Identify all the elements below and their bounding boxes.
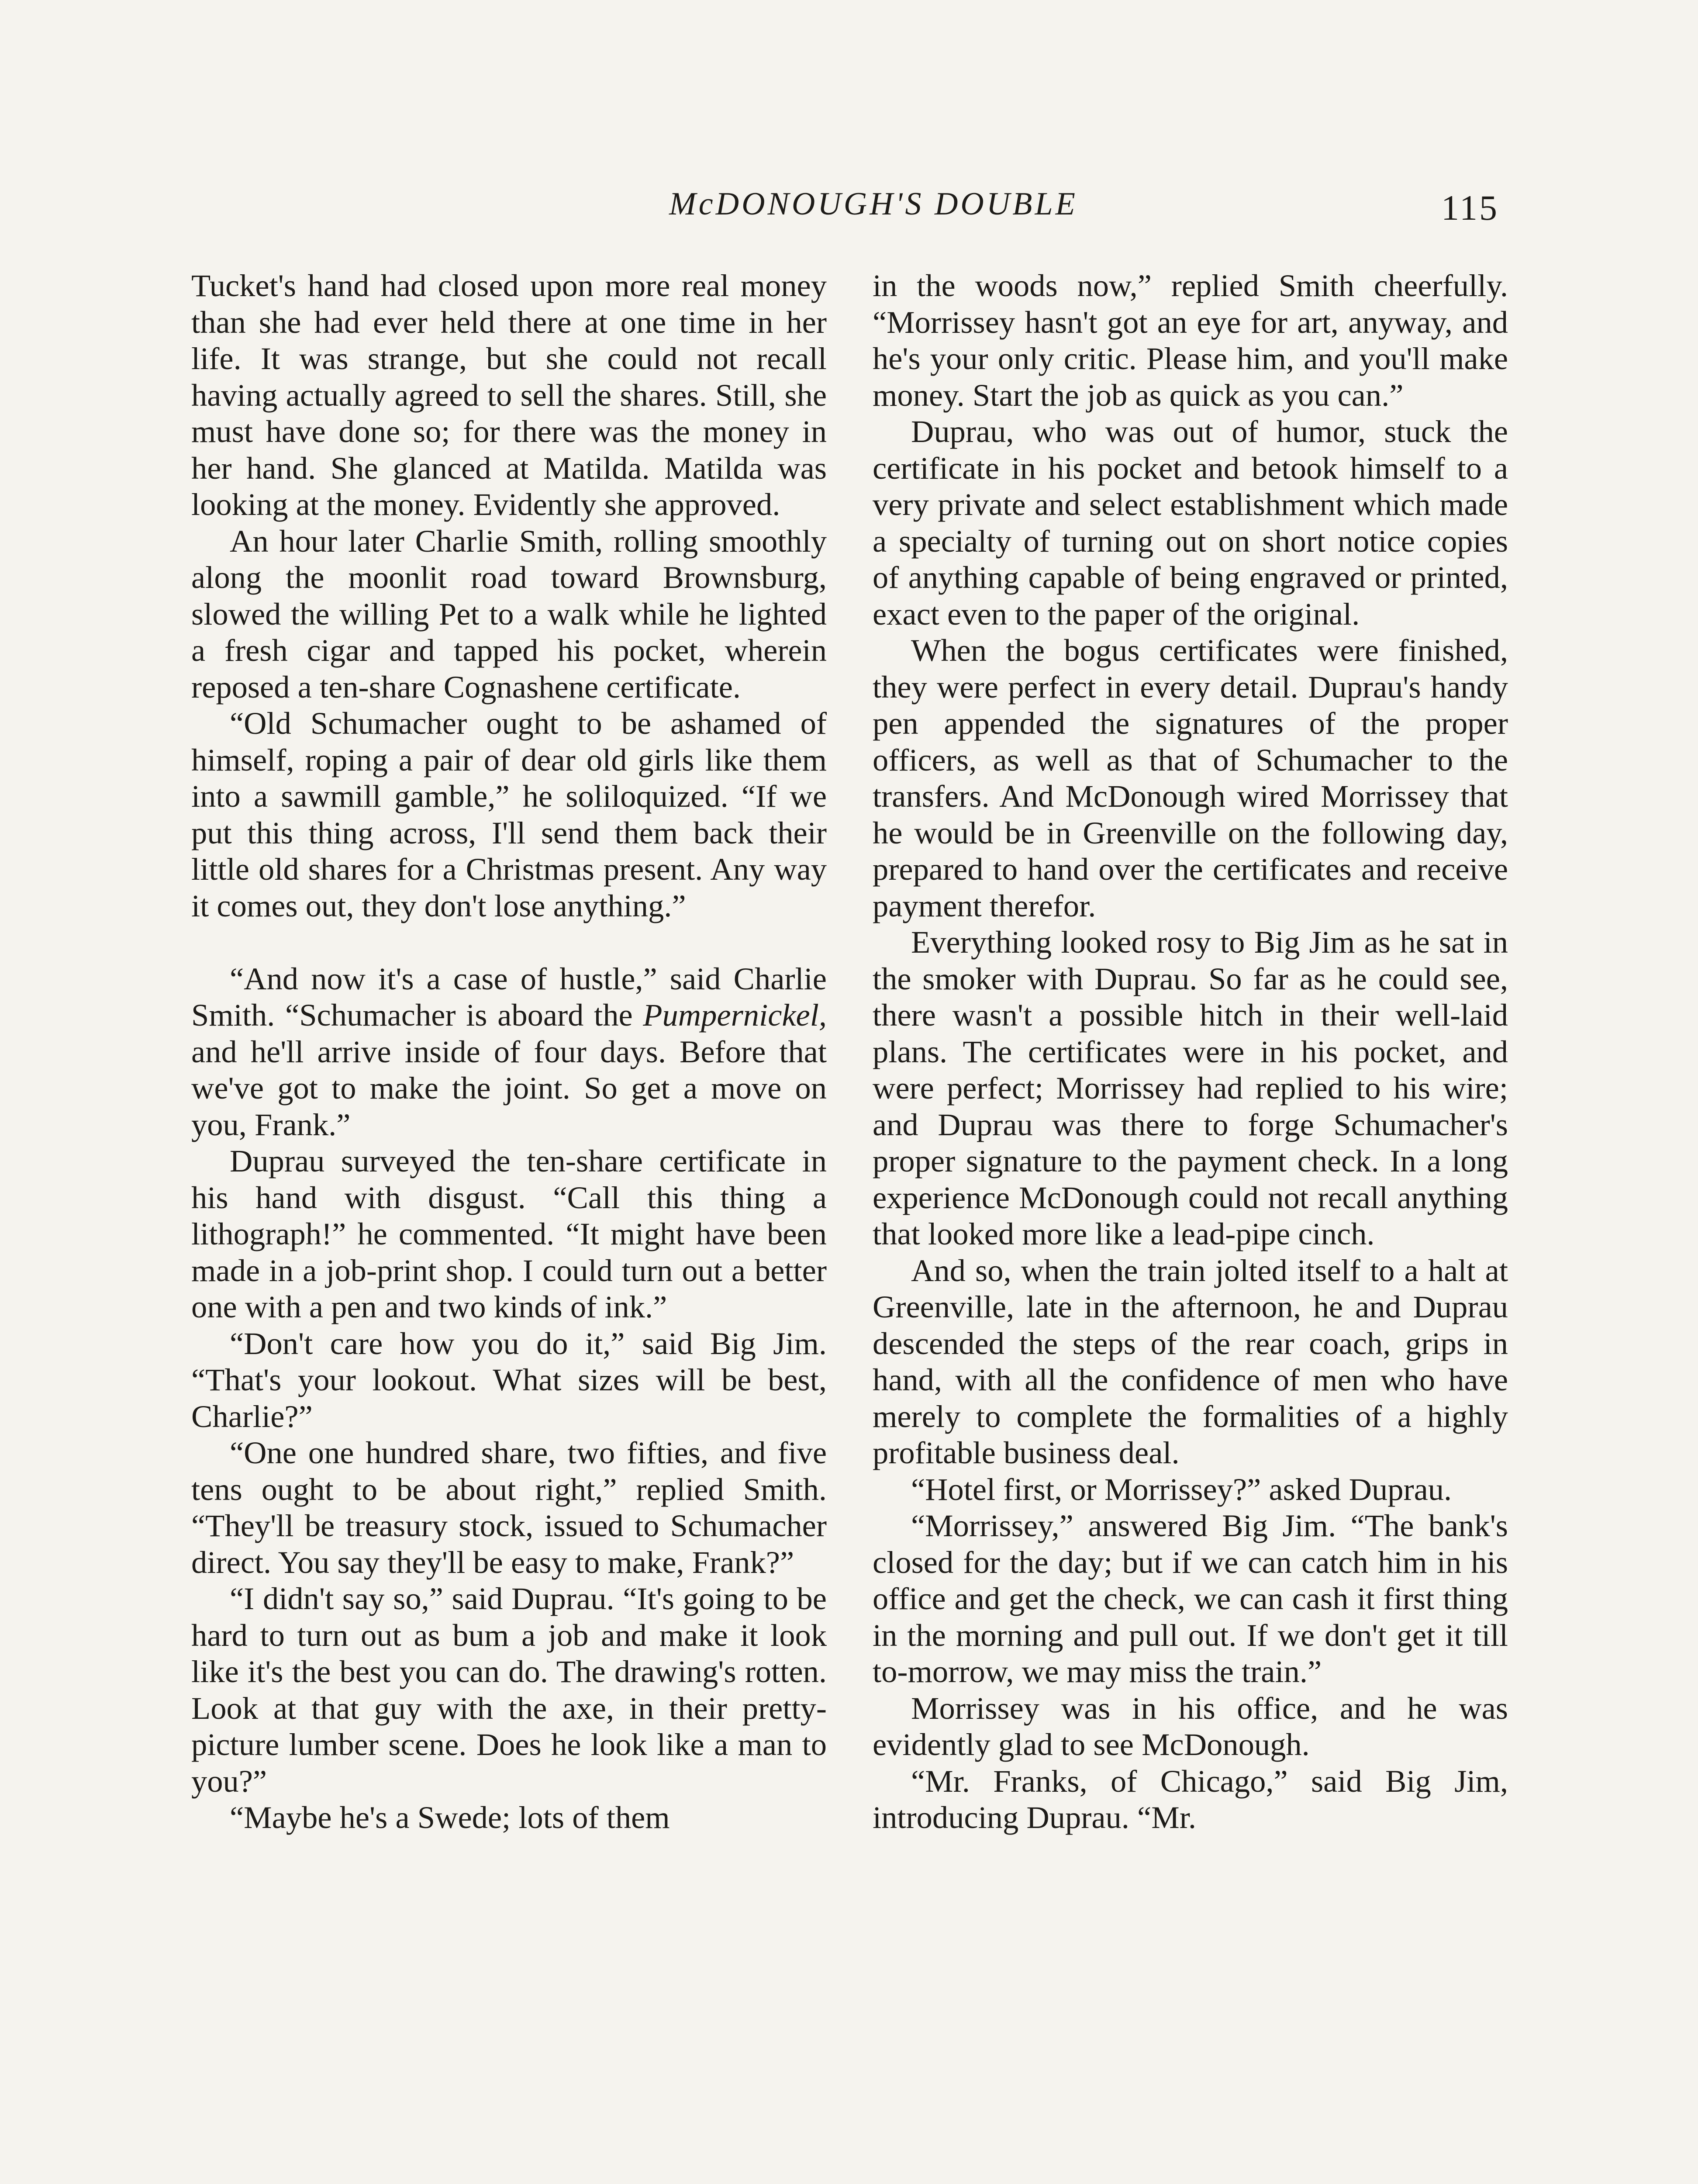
right-column	[873, 267, 1508, 1836]
paragraph: “One one hundred share, two fifties, and five tens ought to be about right,” replied Smith. “They'll be treasury stock, issued to Schumacher direct. You say they'll be easy to make, Frank?”	[191, 1435, 827, 1580]
paragraph: “Hotel first, or Morrissey?” asked Duprau.	[911, 1471, 1452, 1507]
paragraph: And so, when the train jolted itself to a halt at Greenville, late in the afternoon, he and Duprau descended the steps of the rear coach, grips in hand, with all the confidence of men who have merely to complete the formalities of a highly profitable business deal.	[873, 1252, 1508, 1470]
paragraph: When the bogus certificates were finished, they were perfect in every detail. Duprau's handy pen appended the signatures of the proper officers, as well as that of Schumacher to the transfers. And McDonough wired Morrissey that he would be in Greenville on the following day, prepared to hand over the certificates and receive payment therefor.	[873, 632, 1508, 923]
paragraph: Everything looked rosy to Big Jim as he sat in the smoker with Duprau. So far as he could see, there wasn't a possible hitch in their well-laid plans. The certificates were in his pocket, and were perfect; Morrissey had replied to his wire; and Duprau was there to forge Schumacher's proper signature to the payment check. In a long experience McDonough could not recall anything that looked more like a lead-pipe cinch.	[873, 924, 1508, 1251]
paragraph: in the woods now,” replied Smith cheerfully. “Morrissey hasn't got an eye for art, anyway, and he's your only critic. Please him, and you'll make money. Start the job as quick as you can.”	[873, 268, 1508, 413]
page-number: 115	[1441, 188, 1499, 228]
paragraph: “Don't care how you do it,” said Big Jim. “That's your lookout. What sizes will be best, Charlie?”	[191, 1325, 827, 1434]
paragraph: An hour later Charlie Smith, rolling smoothly along the moonlit road toward Brownsburg, slowed the willing Pet to a walk while he lighted a fresh cigar and tapped his pocket, wherein reposed a ten-share Cognashene certificate.	[191, 523, 827, 705]
left-column	[191, 267, 827, 1836]
italic-ship-name: Pumpernickel,	[643, 997, 827, 1033]
paragraph: “And now it's a case of hustle,” said Charlie Smith. “Schumacher is aboard the Pumpernickel, and he'll arrive inside of four days. Before that we've got to make the joint. So get a move on you, Frank.”	[191, 961, 827, 1142]
paragraph: “Mr. Franks, of Chicago,” said Big Jim, introducing Duprau. “Mr.	[873, 1763, 1508, 1835]
running-head-title: McDONOUGH'S DOUBLE	[669, 186, 1078, 222]
paragraph: Tucket's hand had closed upon more real money than she had ever held there at one time in her life. It was strange, but she could not recall having actually agreed to sell the shares. Still, she must have done so; for there was the money in her hand. She glanced at Matilda. Matilda was looking at the money. Evidently she approved.	[191, 268, 827, 522]
paragraph: “I didn't say so,” said Duprau. “It's going to be hard to turn out as bum a job and make it look like it's the best you can do. The drawing's rotten. Look at that guy with the axe, in their pretty-picture lumber scene. Does he look like a man to you?”	[191, 1581, 827, 1799]
paragraph: “Morrissey,” answered Big Jim. “The bank's closed for the day; but if we can catch him in his office and get the check, we can cash it first thing in the morning and pull out. If we don't get it till to-morrow, we may miss the train.”	[873, 1508, 1508, 1689]
paragraph: Duprau, who was out of humor, stuck the certificate in his pocket and betook himself to a very private and select establishment which made a specialty of turning out on short notice copies of anything capable of being engraved or printed, exact even to the paper of the original.	[873, 414, 1508, 632]
paragraph: Morrissey was in his office, and he was evidently glad to see McDonough.	[873, 1690, 1508, 1762]
paragraph: “Maybe he's a Swede; lots of them	[230, 1800, 670, 1835]
paragraph: “Old Schumacher ought to be ashamed of himself, roping a pair of dear old girls like them into a sawmill gamble,” he soliloquized. “If we put this thing across, I'll send them back their little old shares for a Christmas present. Any way it comes out, they don't lose anything.”	[191, 705, 827, 923]
paragraph: Duprau surveyed the ten-share certificate in his hand with disgust. “Call this thing a lithograph!” he commented. “It might have been made in a job-print shop. I could turn out a better one with a pen and two kinds of ink.”	[191, 1143, 827, 1324]
